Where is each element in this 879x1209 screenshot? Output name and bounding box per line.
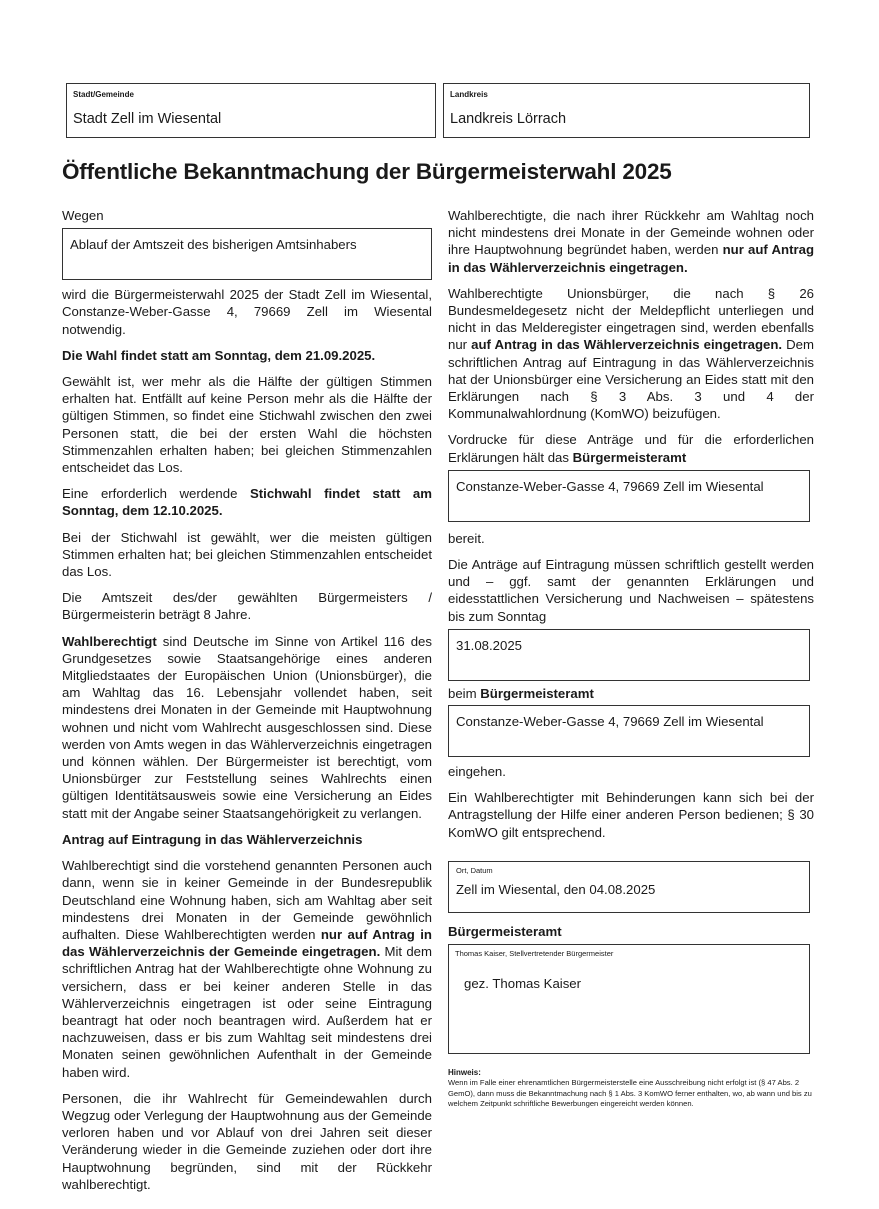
municipality-value: Stadt Zell im Wiesental	[73, 111, 222, 127]
eligible-bold: Wahlberechtigt	[62, 633, 157, 649]
signatory-label: Thomas Kaiser, Stellvertretender Bürgermeister	[455, 949, 614, 959]
district-label: Landkreis	[450, 90, 488, 99]
register-p1-b: Mit dem schriftlichen Antrag hat der Wahlberechtigte ohne Wohnung zu versichern, dass er bei keiner anderen Stelle in das Wählerverzeichnis eingetragen ist oder seine Eintragung beantragt hat oder noch beantragen wird. Außerdem hat er nachzuweisen, dass er bis zum Wahltag seit mindestens drei Monaten seinen gewöhnlichen Aufenthalt in der Gemeinde haben wird.	[62, 944, 432, 1080]
place-date-box	[448, 861, 810, 913]
deadline-box	[448, 629, 810, 681]
left-column	[62, 207, 432, 1202]
signature-text: gez. Thomas Kaiser	[464, 976, 582, 992]
address-box-2	[448, 705, 810, 757]
eu-b: Dem schriftlichen Antrag auf Eintragung in das Wählerverzeichnis hat der Unionsbürger eine Versicherung an Eides statt mit den Erklärungen nach § 3 Abs. 3 und 4 der Kommunalwahlordnung (KomWO) beizufügen.	[448, 337, 814, 422]
beim-text: beim	[448, 685, 481, 701]
elected-rule: Gewählt ist, wer mehr als die Hälfte der gültigen Stimmen erhalten hat. Entfällt auf keine Person mehr als die Hälfte der gültigen Stimmen, so findet eine Stichwahl zwischen den zwei Personen statt, die bei der ersten Wahl die höchsten Stimmenzahlen erhalten haben; bei gleichen Stimmenzahlen entscheidet das Los.	[62, 374, 432, 476]
register-heading: Antrag auf Eintragung in das Wählerverzeichnis	[62, 831, 363, 847]
eligible-rest: sind Deutsche im Sinne von Artikel 116 des Grundgesetzes sowie Staatsangehörige eines anderen Mitgliedstaates der Europäischen Union (Unionsbürger), die am Wahltag das 16. Lebensjahr vollendet haben, seit mindestens drei Monaten in der Gemeinde mit Hauptwohnung wohnen und nicht vom Wahlrecht ausgeschlossen sind. Diese werden von Amts wegen in das Wählerverzeichnis eingetragen und können wählen. Der Bürgermeister ist berechtigt, vom Unionsbürger zur Feststellung seines Wahlrechts einen gültigen Identitätsausweis sowie eine Versicherung an Eides statt mit der Angabe seiner Staatsangehörigkeit zu verlangen.	[62, 633, 432, 821]
page-title: Öffentliche Bekanntmachung der Bürgermeisterwahl 2025	[62, 159, 672, 184]
runoff-rule: Bei der Stichwahl ist gewählt, wer die meisten gültigen Stimmen erhalten hat; bei gleichen Stimmenzahlen entscheidet das Los.	[62, 529, 432, 580]
deadline-paragraph: Die Anträge auf Eintragung müssen schriftlich gestellt werden und – ggf. samt der genannten Erklärungen und eidesstattlichen Versicherung und Nachweisen – spätestens bis zum Sonntag	[448, 557, 814, 624]
register-paragraph-1	[62, 857, 432, 1081]
municipality-box	[66, 83, 436, 138]
address-box-1	[448, 470, 810, 522]
wegen-label: Wegen	[62, 208, 104, 223]
deadline-date: 31.08.2025	[456, 637, 523, 653]
district-value: Landkreis Lörrach	[450, 111, 567, 127]
note-text: Wenn im Falle einer ehrenamtlichen Bürgermeisterstelle eine Ausschreibung nicht erfolgt ist (§ 47 Abs. 2 GemO), dann muss die Bekanntmachung nach § 1 Abs. 3 KomWO ferner enthalten, wo, ab wann und bis zu welchem Zeitpunkt schriftliche Bewerbungen eingereicht werden können.	[448, 1078, 812, 1109]
reason-text: Ablauf der Amtszeit des bisherigen Amtsinhabers	[70, 237, 357, 253]
return-bold: nur auf Antrag in das Wählerverzeichnis eingetragen.	[448, 242, 814, 275]
eu-paragraph	[448, 285, 814, 423]
register-paragraph-2: Personen, die ihr Wahlrecht für Gemeindewahlen durch Wegzug oder Verlegung der Hauptwohnung aus der Gemeinde verloren haben und vor Ablauf von drei Jahren seit dieser Veränderung wieder in die Gemeinde zuziehen oder dort ihre Hauptwohnung begründen, sind mit der Rückkehr wahlberechtigt.	[62, 1090, 432, 1192]
term-paragraph: Die Amtszeit des/der gewählten Bürgermeisters / Bürgermeisterin beträgt 8 Jahre.	[62, 590, 432, 623]
municipality-label: Stadt/Gemeinde	[73, 90, 134, 99]
disability-paragraph: Ein Wahlberechtigter mit Behinderungen kann sich bei der Antragstellung der Hilfe einer anderen Person bedienen; § 30 KomWO gilt entsprechend.	[448, 790, 814, 840]
forms-paragraph	[448, 431, 814, 465]
place-date-label: Ort, Datum	[456, 865, 493, 875]
forms-a: Vordrucke für diese Anträge und für die erforderlichen Erklärungen hält das	[448, 432, 814, 465]
address-1: Constanze-Weber-Gasse 4, 79669 Zell im Wiesental	[456, 478, 764, 494]
right-column	[448, 207, 814, 1110]
forms-bold: Bürgermeisteramt	[572, 449, 687, 465]
reason-box	[62, 228, 432, 280]
runoff-pre: Eine erforderlich werdende	[62, 486, 250, 502]
runoff-paragraph	[62, 485, 432, 519]
beim-paragraph	[448, 685, 814, 702]
eligible-paragraph	[62, 633, 432, 822]
runoff-date: Stichwahl findet statt am Sonntag, dem 12.10.2025.	[62, 486, 432, 519]
district-box	[443, 83, 810, 138]
eu-a: Wahlberechtigte Unionsbürger, die nach § 26 Bundesmeldegesetz nicht der Meldepflicht unterliegen und nicht in das Melderegister eingetragen sind, werden ebenfalls nur	[448, 285, 814, 353]
register-p1-bold: nur auf Antrag in das Wählerverzeichnis der Gemeinde eingetragen.	[62, 926, 432, 960]
address-2: Constanze-Weber-Gasse 4, 79669 Zell im Wiesental	[456, 714, 764, 730]
office-heading: Bürgermeisteramt	[448, 923, 562, 939]
eu-bold: auf Antrag in das Wählerverzeichnis eingetragen.	[471, 337, 783, 353]
return-a: Wahlberechtigte, die nach ihrer Rückkehr am Wahltag noch nicht mindestens drei Monate in der Gemeinde wohnen oder ihre Hauptwohnung begründet haben, werden	[448, 208, 814, 258]
beim-bold: Bürgermeisteramt	[480, 685, 594, 701]
signature-box	[448, 944, 810, 1054]
note-title: Hinweis:	[448, 1068, 481, 1078]
intro-paragraph: wird die Bürgermeisterwahl 2025 der Stadt Zell im Wiesental, Constanze-Weber-Gasse 4, 79669 Zell im Wiesental notwendig.	[62, 287, 432, 337]
return-paragraph	[448, 207, 814, 276]
register-p1-a: Wahlberechtigt sind die vorstehend genannten Personen auch dann, wenn sie in keiner Gemeinde in der Bundesrepublik Deutschland eine Wohnung haben, sich am Wahltag aber seit mindestens drei Monaten in der Gemeinde gewöhnlich aufhalten. Diese Wahlberechtigten werden	[62, 858, 432, 942]
eingehen-text: eingehen.	[448, 764, 506, 780]
place-date-value: Zell im Wiesental, den 04.08.2025	[456, 881, 656, 897]
election-date: Die Wahl findet statt am Sonntag, dem 21.09.2025.	[62, 347, 376, 363]
bereit-text: bereit.	[448, 530, 485, 546]
